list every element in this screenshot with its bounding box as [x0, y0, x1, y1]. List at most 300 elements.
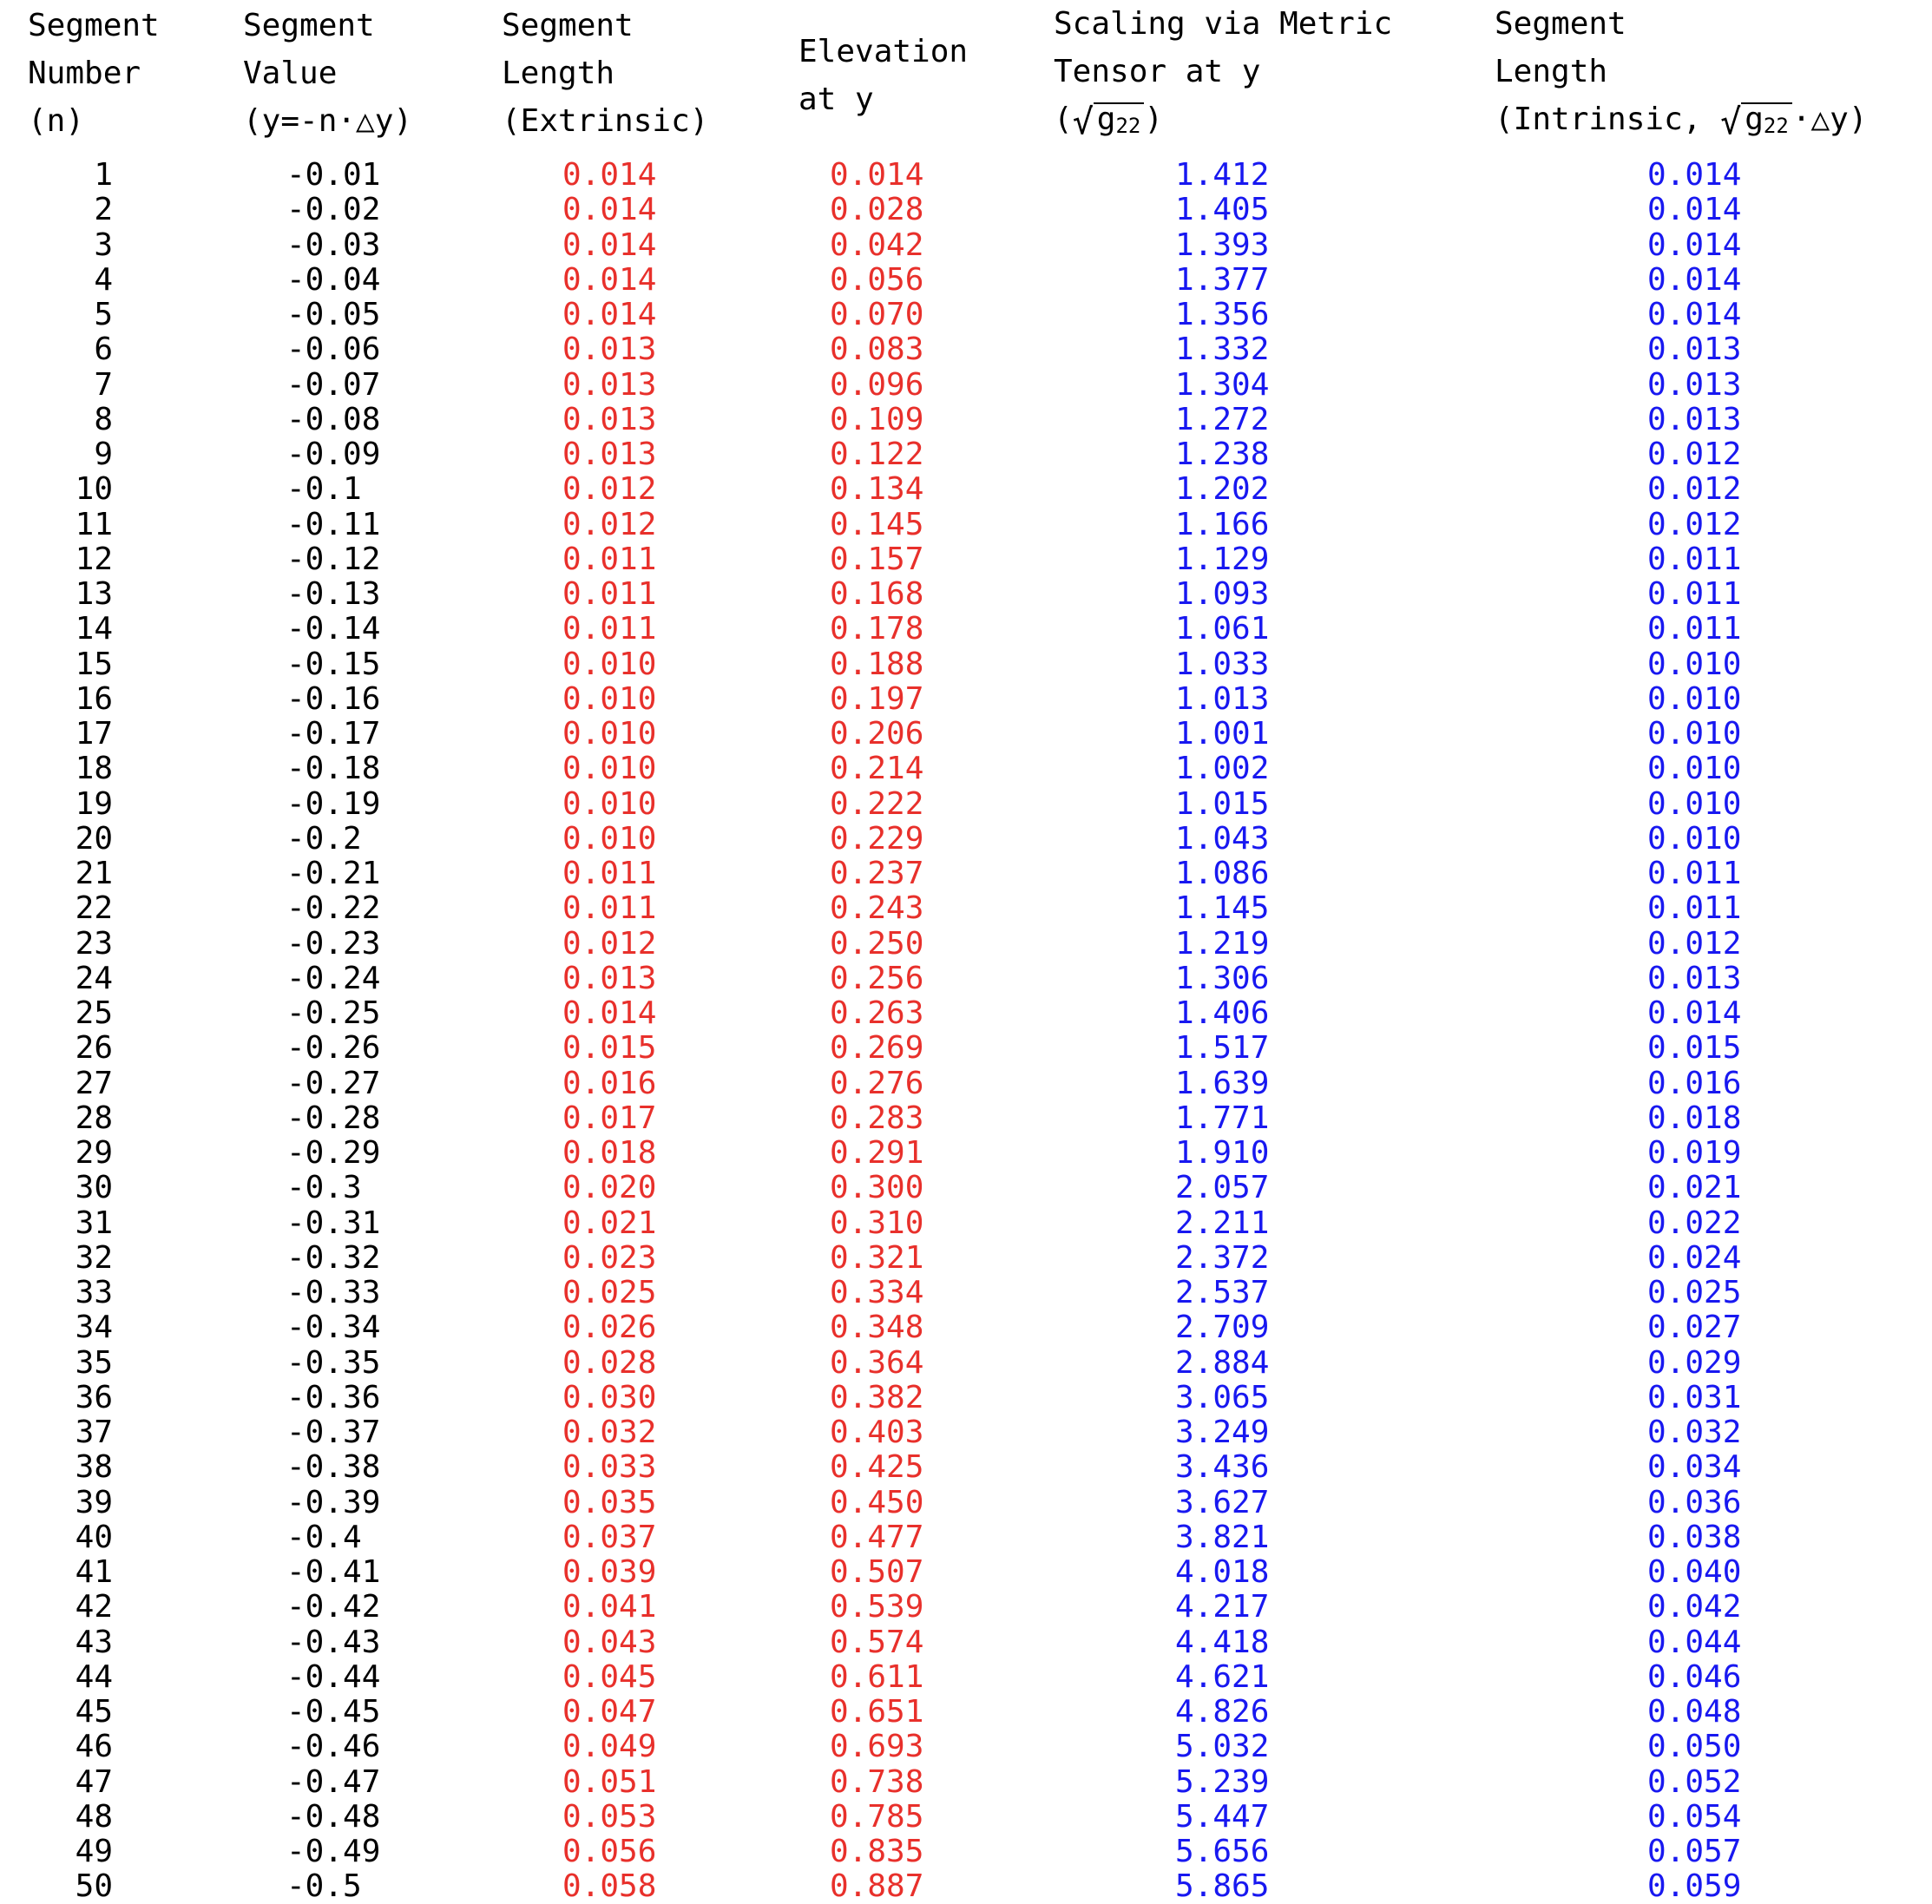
cell-segment-number: 41 — [75, 1554, 113, 1590]
cell-length-intrinsic: 0.038 — [1647, 1519, 1742, 1555]
cell-scaling: 1.202 — [1175, 471, 1270, 508]
cell-length-intrinsic: 0.027 — [1647, 1310, 1742, 1346]
cell-segment-value: -0.37 — [286, 1415, 381, 1450]
cell-length-intrinsic: 0.010 — [1647, 716, 1742, 752]
header-segment-length-intrinsic — [1495, 0, 1868, 145]
cell-segment-value: -0.41 — [286, 1554, 381, 1590]
cell-segment-value: -0.1 — [286, 471, 362, 508]
cell-length-intrinsic: 0.014 — [1647, 192, 1742, 228]
table-row — [0, 368, 1932, 403]
cell-segment-value: -0.17 — [286, 716, 381, 752]
cell-length-extrinsic: 0.013 — [562, 401, 657, 437]
cell-length-extrinsic: 0.010 — [562, 785, 657, 822]
cell-segment-number: 47 — [75, 1763, 113, 1800]
cell-segment-value: -0.22 — [286, 890, 381, 927]
cell-length-intrinsic: 0.021 — [1647, 1170, 1742, 1206]
cell-elevation: 0.096 — [830, 366, 924, 403]
cell-length-extrinsic: 0.015 — [562, 1030, 657, 1067]
cell-scaling: 5.865 — [1175, 1868, 1270, 1904]
cell-segment-number: 10 — [75, 471, 113, 508]
cell-elevation: 0.539 — [830, 1589, 924, 1625]
table-row — [0, 1835, 1932, 1869]
cell-segment-number: 32 — [75, 1239, 113, 1276]
cell-scaling: 2.884 — [1175, 1344, 1270, 1381]
cell-scaling: 3.249 — [1175, 1415, 1270, 1450]
cell-scaling: 1.002 — [1175, 751, 1270, 787]
cell-length-extrinsic: 0.039 — [562, 1554, 657, 1590]
cell-segment-number: 42 — [75, 1589, 113, 1625]
cell-elevation: 0.134 — [830, 471, 924, 508]
cell-segment-value: -0.29 — [286, 1135, 381, 1171]
cell-length-extrinsic: 0.047 — [562, 1694, 657, 1730]
cell-length-intrinsic: 0.029 — [1647, 1344, 1742, 1381]
cell-scaling: 3.627 — [1175, 1484, 1270, 1520]
cell-segment-number: 3 — [94, 227, 113, 263]
cell-elevation: 0.348 — [830, 1310, 924, 1346]
cell-length-extrinsic: 0.011 — [562, 890, 657, 927]
cell-length-intrinsic: 0.011 — [1647, 576, 1742, 612]
cell-scaling: 4.018 — [1175, 1554, 1270, 1590]
cell-segment-number: 22 — [75, 890, 113, 927]
cell-scaling: 1.061 — [1175, 611, 1270, 647]
cell-segment-number: 43 — [75, 1624, 113, 1660]
cell-segment-value: -0.42 — [286, 1589, 381, 1625]
cell-segment-number: 17 — [75, 716, 113, 752]
cell-scaling: 4.217 — [1175, 1589, 1270, 1625]
table-row — [0, 1730, 1932, 1764]
cell-scaling: 1.145 — [1175, 890, 1270, 927]
cell-length-intrinsic: 0.015 — [1647, 1030, 1742, 1067]
cell-segment-number: 38 — [75, 1449, 113, 1486]
header-line: Number — [28, 56, 141, 91]
radical-sign-icon: √ — [1072, 102, 1094, 142]
table-row — [0, 1486, 1932, 1520]
cell-length-extrinsic: 0.011 — [562, 611, 657, 647]
header-line: at y — [798, 82, 874, 117]
cell-length-intrinsic: 0.022 — [1647, 1205, 1742, 1241]
table-row — [0, 822, 1932, 857]
cell-length-extrinsic: 0.017 — [562, 1100, 657, 1136]
cell-segment-number: 31 — [75, 1205, 113, 1241]
cell-segment-value: -0.02 — [286, 192, 381, 228]
header-line: Elevation — [798, 34, 969, 69]
cell-length-extrinsic: 0.011 — [562, 576, 657, 612]
header-segment-length-extrinsic — [502, 2, 708, 145]
header-scaling-metric-tensor — [1054, 0, 1392, 145]
cell-elevation: 0.611 — [830, 1658, 924, 1695]
cell-length-extrinsic: 0.053 — [562, 1798, 657, 1835]
cell-segment-value: -0.15 — [286, 646, 381, 682]
cell-segment-number: 15 — [75, 646, 113, 682]
cell-elevation: 0.300 — [830, 1170, 924, 1206]
cell-segment-number: 13 — [75, 576, 113, 612]
table-row — [0, 437, 1932, 472]
table-row — [0, 717, 1932, 752]
cell-length-intrinsic: 0.042 — [1647, 1589, 1742, 1625]
table-row — [0, 1171, 1932, 1205]
header-line: Value — [243, 56, 338, 91]
cell-elevation: 0.693 — [830, 1729, 924, 1765]
cell-scaling: 1.093 — [1175, 576, 1270, 612]
cell-segment-number: 2 — [94, 192, 113, 228]
cell-scaling: 1.393 — [1175, 227, 1270, 263]
table-row — [0, 158, 1932, 193]
cell-length-intrinsic: 0.011 — [1647, 856, 1742, 891]
cell-segment-value: -0.07 — [286, 366, 381, 403]
cell-length-intrinsic: 0.012 — [1647, 471, 1742, 508]
cell-scaling: 1.086 — [1175, 856, 1270, 891]
cell-segment-value: -0.26 — [286, 1030, 381, 1067]
cell-segment-value: -0.34 — [286, 1310, 381, 1346]
cell-length-extrinsic: 0.012 — [562, 506, 657, 542]
table-row — [0, 1625, 1932, 1660]
table-row — [0, 542, 1932, 577]
cell-length-extrinsic: 0.011 — [562, 541, 657, 577]
cell-scaling: 1.332 — [1175, 332, 1270, 368]
cell-segment-value: -0.38 — [286, 1449, 381, 1486]
cell-length-extrinsic: 0.033 — [562, 1449, 657, 1486]
cell-length-extrinsic: 0.021 — [562, 1205, 657, 1241]
cell-scaling: 1.771 — [1175, 1100, 1270, 1136]
sqrt-g22 — [1073, 97, 1145, 145]
cell-length-intrinsic: 0.012 — [1647, 925, 1742, 962]
cell-length-extrinsic: 0.049 — [562, 1729, 657, 1765]
cell-elevation: 0.197 — [830, 680, 924, 717]
cell-scaling: 1.306 — [1175, 960, 1270, 996]
cell-length-extrinsic: 0.037 — [562, 1519, 657, 1555]
cell-length-intrinsic: 0.018 — [1647, 1100, 1742, 1136]
cell-length-intrinsic: 0.013 — [1647, 366, 1742, 403]
cell-length-intrinsic: 0.031 — [1647, 1379, 1742, 1415]
cell-length-intrinsic: 0.059 — [1647, 1868, 1742, 1904]
cell-scaling: 1.377 — [1175, 261, 1270, 298]
cell-length-extrinsic: 0.014 — [562, 297, 657, 332]
cell-elevation: 0.651 — [830, 1694, 924, 1730]
cell-elevation: 0.256 — [830, 960, 924, 996]
cell-scaling: 1.639 — [1175, 1065, 1270, 1101]
table-row — [0, 228, 1932, 263]
cell-scaling: 5.447 — [1175, 1798, 1270, 1835]
table-row — [0, 647, 1932, 682]
table-row — [0, 403, 1932, 437]
cell-length-intrinsic: 0.011 — [1647, 890, 1742, 927]
cell-elevation: 0.283 — [830, 1100, 924, 1136]
table-row — [0, 612, 1932, 647]
cell-elevation: 0.168 — [830, 576, 924, 612]
header-line: Segment — [502, 8, 634, 43]
cell-segment-value: -0.24 — [286, 960, 381, 996]
cell-segment-value: -0.05 — [286, 297, 381, 332]
cell-scaling: 5.239 — [1175, 1763, 1270, 1800]
cell-elevation: 0.070 — [830, 297, 924, 332]
table-row — [0, 996, 1932, 1031]
cell-segment-value: -0.4 — [286, 1519, 362, 1555]
cell-length-extrinsic: 0.018 — [562, 1135, 657, 1171]
cell-segment-value: -0.19 — [286, 785, 381, 822]
table-row — [0, 577, 1932, 612]
cell-length-extrinsic: 0.011 — [562, 856, 657, 891]
cell-length-intrinsic: 0.014 — [1647, 227, 1742, 263]
cell-elevation: 0.145 — [830, 506, 924, 542]
cell-segment-value: -0.43 — [286, 1624, 381, 1660]
cell-length-extrinsic: 0.014 — [562, 261, 657, 298]
table-row — [0, 1136, 1932, 1171]
cell-scaling: 1.015 — [1175, 785, 1270, 822]
cell-length-intrinsic: 0.019 — [1647, 1135, 1742, 1171]
header-line: Tensor at y — [1054, 54, 1261, 89]
cell-scaling: 1.910 — [1175, 1135, 1270, 1171]
cell-length-extrinsic: 0.032 — [562, 1415, 657, 1450]
cell-segment-number: 35 — [75, 1344, 113, 1381]
cell-elevation: 0.014 — [830, 157, 924, 193]
cell-elevation: 0.214 — [830, 751, 924, 787]
cell-elevation: 0.507 — [830, 1554, 924, 1590]
table-row — [0, 1346, 1932, 1381]
cell-elevation: 0.334 — [830, 1275, 924, 1310]
header-formula-line — [1054, 95, 1392, 145]
cell-elevation: 0.310 — [830, 1205, 924, 1241]
cell-elevation: 0.243 — [830, 890, 924, 927]
cell-segment-number: 21 — [75, 856, 113, 891]
cell-length-intrinsic: 0.044 — [1647, 1624, 1742, 1660]
cell-segment-number: 48 — [75, 1798, 113, 1835]
cell-elevation: 0.403 — [830, 1415, 924, 1450]
table-row — [0, 962, 1932, 996]
formula-suffix: ·△y) — [1791, 102, 1868, 137]
cell-scaling: 2.537 — [1175, 1275, 1270, 1310]
cell-segment-number: 19 — [75, 785, 113, 822]
cell-elevation: 0.083 — [830, 332, 924, 368]
table-row — [0, 1206, 1932, 1241]
cell-segment-number: 27 — [75, 1065, 113, 1101]
cell-length-intrinsic: 0.024 — [1647, 1239, 1742, 1276]
cell-scaling: 4.826 — [1175, 1694, 1270, 1730]
cell-length-extrinsic: 0.014 — [562, 995, 657, 1031]
cell-segment-number: 30 — [75, 1170, 113, 1206]
table-row — [0, 332, 1932, 367]
cell-segment-value: -0.18 — [286, 751, 381, 787]
header-line: Length — [502, 56, 615, 91]
cell-segment-value: -0.44 — [286, 1658, 381, 1695]
cell-segment-value: -0.28 — [286, 1100, 381, 1136]
cell-segment-number: 39 — [75, 1484, 113, 1520]
table-row — [0, 891, 1932, 926]
header-line: (n) — [28, 103, 85, 139]
cell-elevation: 0.042 — [830, 227, 924, 263]
header-segment-value — [243, 2, 412, 145]
table-row — [0, 193, 1932, 227]
cell-segment-value: -0.06 — [286, 332, 381, 368]
cell-segment-value: -0.13 — [286, 576, 381, 612]
table-row — [0, 1415, 1932, 1450]
cell-segment-number: 12 — [75, 541, 113, 577]
cell-length-extrinsic: 0.014 — [562, 157, 657, 193]
cell-elevation: 0.785 — [830, 1798, 924, 1835]
header-elevation — [798, 28, 968, 123]
cell-scaling: 1.238 — [1175, 437, 1270, 472]
cell-length-extrinsic: 0.041 — [562, 1589, 657, 1625]
table-row — [0, 752, 1932, 786]
cell-scaling: 3.065 — [1175, 1379, 1270, 1415]
cell-scaling: 1.304 — [1175, 366, 1270, 403]
radical-sign-icon: √ — [1720, 102, 1742, 142]
table-row — [0, 787, 1932, 822]
cell-length-intrinsic: 0.046 — [1647, 1658, 1742, 1695]
cell-scaling: 1.406 — [1175, 995, 1270, 1031]
cell-segment-number: 34 — [75, 1310, 113, 1346]
cell-scaling: 1.517 — [1175, 1030, 1270, 1067]
sqrt-g22 — [1720, 97, 1792, 145]
cell-elevation: 0.229 — [830, 820, 924, 857]
cell-elevation: 0.237 — [830, 856, 924, 891]
table-row — [0, 927, 1932, 962]
cell-segment-value: -0.45 — [286, 1694, 381, 1730]
cell-scaling: 1.001 — [1175, 716, 1270, 752]
cell-length-intrinsic: 0.011 — [1647, 611, 1742, 647]
cell-segment-number: 45 — [75, 1694, 113, 1730]
cell-length-extrinsic: 0.013 — [562, 960, 657, 996]
cell-segment-number: 50 — [75, 1868, 113, 1904]
cell-scaling: 3.436 — [1175, 1449, 1270, 1486]
cell-segment-number: 16 — [75, 680, 113, 717]
cell-scaling: 2.372 — [1175, 1239, 1270, 1276]
cell-elevation: 0.157 — [830, 541, 924, 577]
cell-elevation: 0.263 — [830, 995, 924, 1031]
cell-length-intrinsic: 0.010 — [1647, 751, 1742, 787]
cell-length-intrinsic: 0.054 — [1647, 1798, 1742, 1835]
cell-segment-value: -0.35 — [286, 1344, 381, 1381]
cell-segment-number: 36 — [75, 1379, 113, 1415]
table-row — [0, 1765, 1932, 1800]
header-line: (y=-n·△y) — [243, 103, 413, 139]
table-row — [0, 1031, 1932, 1066]
cell-scaling: 4.621 — [1175, 1658, 1270, 1695]
cell-scaling: 1.043 — [1175, 820, 1270, 857]
cell-segment-value: -0.03 — [286, 227, 381, 263]
cell-scaling: 1.129 — [1175, 541, 1270, 577]
cell-length-intrinsic: 0.010 — [1647, 785, 1742, 822]
cell-length-extrinsic: 0.010 — [562, 680, 657, 717]
cell-length-extrinsic: 0.014 — [562, 192, 657, 228]
cell-segment-number: 18 — [75, 751, 113, 787]
cell-elevation: 0.109 — [830, 401, 924, 437]
cell-segment-number: 20 — [75, 820, 113, 857]
header-segment-number — [28, 2, 160, 145]
cell-length-extrinsic: 0.023 — [562, 1239, 657, 1276]
cell-segment-value: -0.12 — [286, 541, 381, 577]
cell-segment-number: 9 — [94, 437, 113, 472]
table-row — [0, 682, 1932, 717]
cell-segment-number: 6 — [94, 332, 113, 368]
cell-length-intrinsic: 0.016 — [1647, 1065, 1742, 1101]
cell-segment-value: -0.36 — [286, 1379, 381, 1415]
table-row — [0, 1101, 1932, 1136]
cell-length-intrinsic: 0.032 — [1647, 1415, 1742, 1450]
cell-length-intrinsic: 0.010 — [1647, 646, 1742, 682]
cell-length-intrinsic: 0.036 — [1647, 1484, 1742, 1520]
cell-length-intrinsic: 0.040 — [1647, 1554, 1742, 1590]
cell-length-intrinsic: 0.010 — [1647, 820, 1742, 857]
cell-length-intrinsic: 0.013 — [1647, 332, 1742, 368]
cell-segment-number: 44 — [75, 1658, 113, 1695]
header-line: (Extrinsic) — [502, 103, 709, 139]
cell-scaling: 1.272 — [1175, 401, 1270, 437]
cell-segment-number: 7 — [94, 366, 113, 403]
cell-elevation: 0.222 — [830, 785, 924, 822]
cell-elevation: 0.188 — [830, 646, 924, 682]
cell-length-extrinsic: 0.012 — [562, 925, 657, 962]
header-formula-line — [1495, 95, 1868, 145]
cell-segment-number: 28 — [75, 1100, 113, 1136]
cell-segment-value: -0.27 — [286, 1065, 381, 1101]
cell-elevation: 0.425 — [830, 1449, 924, 1486]
cell-length-intrinsic: 0.048 — [1647, 1694, 1742, 1730]
cell-scaling: 3.821 — [1175, 1519, 1270, 1555]
table-row — [0, 1695, 1932, 1730]
cell-elevation: 0.056 — [830, 261, 924, 298]
cell-segment-number: 40 — [75, 1519, 113, 1555]
cell-segment-value: -0.3 — [286, 1170, 362, 1206]
cell-length-extrinsic: 0.026 — [562, 1310, 657, 1346]
cell-elevation: 0.178 — [830, 611, 924, 647]
cell-length-extrinsic: 0.016 — [562, 1065, 657, 1101]
paren-open: ( — [1054, 102, 1073, 137]
table-row — [0, 857, 1932, 891]
cell-segment-value: -0.46 — [286, 1729, 381, 1765]
cell-scaling: 1.356 — [1175, 297, 1270, 332]
cell-elevation: 0.276 — [830, 1065, 924, 1101]
cell-scaling: 5.656 — [1175, 1834, 1270, 1869]
cell-length-extrinsic: 0.014 — [562, 227, 657, 263]
table-row — [0, 1241, 1932, 1276]
cell-length-extrinsic: 0.043 — [562, 1624, 657, 1660]
cell-length-extrinsic: 0.013 — [562, 437, 657, 472]
cell-segment-value: -0.49 — [286, 1834, 381, 1869]
cell-length-extrinsic: 0.030 — [562, 1379, 657, 1415]
cell-segment-number: 24 — [75, 960, 113, 996]
cell-segment-number: 11 — [75, 506, 113, 542]
cell-length-intrinsic: 0.014 — [1647, 261, 1742, 298]
cell-segment-value: -0.33 — [286, 1275, 381, 1310]
cell-length-extrinsic: 0.045 — [562, 1658, 657, 1695]
cell-segment-value: -0.11 — [286, 506, 381, 542]
cell-segment-value: -0.5 — [286, 1868, 362, 1904]
radicand: $g_{22}$ — [1741, 102, 1792, 141]
table-row — [0, 1555, 1932, 1590]
cell-elevation: 0.364 — [830, 1344, 924, 1381]
cell-length-extrinsic: 0.028 — [562, 1344, 657, 1381]
header-line: Length — [1495, 54, 1608, 89]
cell-segment-value: -0.48 — [286, 1798, 381, 1835]
cell-length-intrinsic: 0.034 — [1647, 1449, 1742, 1486]
cell-segment-value: -0.25 — [286, 995, 381, 1031]
cell-segment-value: -0.21 — [286, 856, 381, 891]
cell-length-extrinsic: 0.051 — [562, 1763, 657, 1800]
cell-elevation: 0.382 — [830, 1379, 924, 1415]
cell-segment-number: 4 — [94, 261, 113, 298]
cell-length-intrinsic: 0.011 — [1647, 541, 1742, 577]
table-row — [0, 508, 1932, 542]
cell-segment-value: -0.23 — [286, 925, 381, 962]
cell-elevation: 0.269 — [830, 1030, 924, 1067]
cell-length-intrinsic: 0.010 — [1647, 680, 1742, 717]
cell-segment-number: 33 — [75, 1275, 113, 1310]
cell-segment-value: -0.04 — [286, 261, 381, 298]
cell-scaling: 1.405 — [1175, 192, 1270, 228]
cell-elevation: 0.574 — [830, 1624, 924, 1660]
cell-length-intrinsic: 0.013 — [1647, 960, 1742, 996]
cell-elevation: 0.477 — [830, 1519, 924, 1555]
